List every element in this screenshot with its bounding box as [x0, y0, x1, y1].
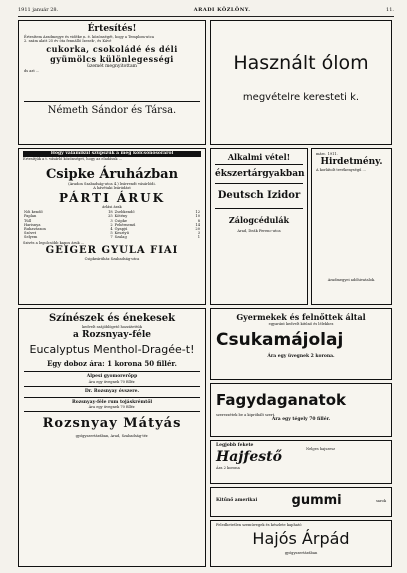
ad-sub: gyógyszertárában	[284, 551, 318, 556]
ad-heading: cukorka, csokoládé és déli	[46, 43, 178, 54]
table-cell: Szalag	[114, 235, 127, 240]
table-cell: 12	[195, 210, 200, 215]
table-cell: Ruhavászon	[24, 227, 46, 232]
ad-sub: ékszertárgyakban	[215, 169, 305, 179]
ad-foot: Szivés a legolcsóbb kapos áruk ...	[23, 240, 85, 245]
ad-product-3: Dr. Rozsnyay óvszere.	[84, 389, 140, 395]
ad-hajfesto	[210, 440, 392, 484]
ad-price-2: Ára egy üvegnek 70 fillér.	[88, 379, 136, 384]
ad-price: Ára 2 korona	[216, 466, 240, 471]
ad-maker-sub: Csipkeárúház Szabadság-utca	[84, 257, 140, 262]
table-cell: Csipke	[114, 218, 128, 223]
ad-title: Színészek és énekesek	[48, 313, 176, 324]
table-cell: 7	[110, 235, 113, 240]
header-title: ARADI KÖZLÖNY.	[193, 7, 251, 13]
table-cell: Szövet	[24, 231, 37, 236]
ad-signature: Németh Sándor és Társa.	[47, 105, 177, 117]
table-cell: 4	[110, 227, 113, 232]
ad-brand: gummi	[291, 493, 342, 508]
table-cell: Zsebkendő	[114, 210, 135, 215]
ad-brand: Hajfestő	[216, 449, 282, 466]
table-cell: 20	[195, 227, 200, 232]
ad-highlight-sub: árlási árak	[102, 204, 122, 209]
ad-title: Értesítés!	[87, 24, 137, 34]
ad-price: Ára egy tégely 70 fillér.	[271, 417, 331, 423]
ad-title: Kitűnő amerikai	[216, 498, 258, 504]
table-cell: 1	[197, 235, 200, 240]
ad-line: 2. szám alatt 25 év óta fennálló Ízesek-, és Kávé	[24, 39, 112, 44]
ad-text: Feledhetetlen szemüvegek és készlete kapható	[216, 523, 302, 527]
ad-product: Eucalyptus Menthol-Dragée-t!	[29, 343, 195, 357]
ad-sub: üzemét megnyitottam	[87, 63, 137, 69]
ad-sub: kedvelt szájöblögető hozzátettük	[82, 325, 142, 329]
table-cell: Selyem	[24, 235, 38, 240]
table-cell: 10	[195, 214, 200, 219]
table-cell: Gyapjú	[114, 227, 128, 232]
table-cell: 14	[195, 222, 200, 227]
ad-hajos	[210, 520, 392, 567]
ad-text: Értesítjük a t. vásárló közönséget, hogy az eladásuk ...	[23, 157, 123, 161]
ad-title: Csipke Áruházban	[45, 167, 179, 182]
ad-name: Deutsch Izidor	[217, 190, 301, 201]
ad-line: Értesítem Aradmegye és vidéke n. é. közönségét, hogy a Templom-utca	[24, 35, 154, 39]
ad-title: Használt ólom	[233, 52, 369, 74]
ad-sub: megvételre keresteti k.	[242, 92, 360, 103]
page-header	[18, 4, 394, 17]
ad-addr: (Aradon Szabadság-utca 4.) leárrendt vásárlódi.	[68, 182, 156, 186]
ad-maker: Rozsnyay Mátyás	[42, 416, 182, 432]
ad-fagydaganatok	[210, 383, 392, 437]
table-cell: Fehérnemű	[114, 222, 136, 227]
ad-csukamajolaj	[210, 308, 392, 380]
ad-hirdetmeny	[311, 148, 392, 305]
table-cell: 3	[110, 218, 113, 223]
ad-text: szerezzétek be a kipróbált szert.	[216, 413, 276, 417]
ad-date: márc. 1911.	[316, 152, 338, 156]
ad-foot: Aradmegyei adóhivatalok.	[327, 278, 376, 283]
ad-head: Hogy valamikül szüpszük a meg kölcsönösoraról	[23, 151, 201, 157]
ad-price: Ára egy üvegnek 2 korona.	[267, 354, 335, 360]
ad-rozsnyay	[18, 308, 206, 567]
table-cell: 8	[197, 218, 200, 223]
table-cell: Paplan	[24, 214, 37, 219]
table-cell: Női kendő	[24, 210, 43, 215]
ad-price: Egy doboz ára: 1 korona 50 fillér.	[47, 359, 177, 369]
table-cell: 18	[108, 210, 113, 215]
table-cell: 3	[197, 231, 200, 236]
ad-product-2: Alpesi gyomorerőpp	[86, 374, 138, 380]
ad-brand: Csukamájolaj	[216, 330, 344, 351]
table-cell: 25	[108, 214, 113, 219]
ad-title: Gyermekek és felnőttek által	[236, 312, 366, 322]
ad-title: Legjobb fekete	[216, 443, 254, 448]
ad-title: Fagydaganatok	[216, 391, 346, 409]
ad-maker: GEIGER GYULA FIAI	[45, 245, 179, 257]
table-row	[23, 235, 201, 239]
ad-ertesites	[18, 20, 206, 145]
price-table	[23, 210, 201, 239]
ad-name: Hajós Árpád	[252, 529, 350, 549]
ad-title: Alkalmi vétel!	[227, 152, 291, 162]
ad-price-4: Ára egy üvegnek 70 fillér.	[88, 405, 136, 410]
ad-csipke	[18, 148, 206, 305]
ad-maker-sub: gyógyszertárában, Arad, Szabadság-tér.	[75, 434, 149, 439]
ad-heading: gyümölcs különlegességi	[50, 53, 174, 64]
ad-body: ds azt ...	[24, 69, 40, 74]
header-page: 11.	[386, 7, 394, 13]
ad-text: Arad, Deák Ferenc-utca	[237, 229, 281, 233]
ad-sub: sarok	[375, 498, 386, 503]
ad-text: egyaránt kedvelt kitűnő és lélekhez	[268, 322, 334, 326]
ad-sub: Nelges hajszesz	[306, 447, 336, 451]
table-cell: Kesztyű	[114, 231, 129, 236]
ad-product-4: Rozsnyay-féle rum tojáskrémtől	[71, 399, 153, 405]
ad-highlight: PÁRTI ÁRUK	[58, 190, 166, 205]
header-date: 1911 január 28.	[18, 7, 59, 13]
table-cell: 2	[110, 222, 113, 227]
ad-type: Zálogcédulák	[228, 215, 290, 225]
ad-alkalmi	[210, 148, 308, 305]
ad-title: Hirdetmény.	[320, 157, 383, 168]
table-cell: Harisnya	[24, 222, 41, 227]
table-cell: Tüll	[24, 218, 32, 223]
ad-sub: A hávétaki leárúdást	[93, 186, 131, 191]
ad-olom	[210, 20, 392, 145]
table-cell: Kötény	[114, 214, 128, 219]
table-cell: 5	[110, 231, 113, 236]
ad-text: A korlátolt tevékenységű ...	[316, 168, 366, 173]
ad-brand: a Rozsnyay-féle	[73, 330, 151, 341]
ad-gummi	[210, 487, 392, 517]
